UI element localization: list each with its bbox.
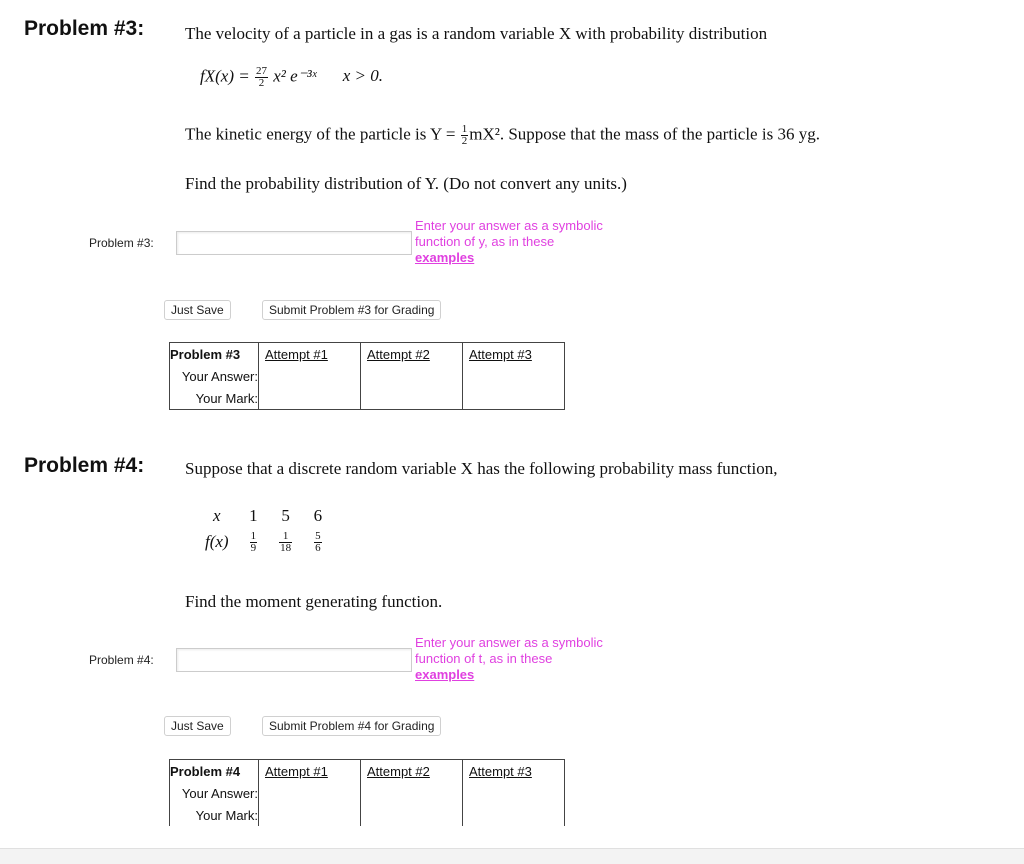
problem-4-hint [415, 635, 603, 683]
submit-problem-4-button[interactable]: Submit Problem #4 for Grading [262, 716, 441, 736]
formula-frac-den: 2 [258, 77, 265, 89]
hint-line-1: Enter your answer as a symbolic [415, 635, 603, 650]
problem-4-answer-label: Problem #4: [89, 653, 154, 667]
formula-fraction [255, 66, 268, 89]
problem-3-statement [185, 24, 767, 44]
your-answer-label: Your Answer: [170, 365, 259, 387]
pmf-x-value: 6 [313, 506, 323, 525]
pmf-table [195, 503, 333, 555]
formula-body: x² e⁻³ˣ [273, 66, 317, 86]
hint-line-2: function of y, as in these [415, 234, 555, 249]
table-header: Problem #4 [170, 760, 259, 783]
problem-3-formula [200, 66, 383, 89]
pmf-x-label: x [213, 506, 221, 525]
kinetic-frac-den: 2 [461, 135, 468, 147]
attempt-1-link[interactable]: Attempt #1 [265, 346, 328, 362]
pmf-den: 18 [280, 541, 292, 554]
just-save-button[interactable]: Just Save [164, 300, 231, 320]
problem-4-attempts-table [169, 759, 565, 826]
hint-line-2: function of t, as in these [415, 651, 553, 666]
window-bottom-bar [0, 848, 1024, 864]
examples-link[interactable]: examples [415, 250, 475, 265]
pmf-den: 9 [250, 541, 257, 554]
pmf-x-value: 1 [249, 506, 258, 525]
problem-3-title: Problem #3: [24, 17, 145, 40]
attempt-3-link[interactable]: Attempt #3 [469, 346, 532, 362]
kinetic-post: mX². Suppose that the mass of the particle is 36 yg. [469, 124, 820, 144]
problem-4-statement: Suppose that a discrete random variable X has the following probability mass function, [185, 459, 778, 478]
just-save-button[interactable]: Just Save [164, 716, 231, 736]
attempt-2-link[interactable]: Attempt #2 [367, 346, 430, 362]
pmf-f-value [314, 531, 322, 554]
pmf-den: 6 [315, 541, 321, 554]
examples-link[interactable]: examples [415, 667, 475, 682]
pmf-f-label: f(x) [205, 532, 229, 551]
problem-3-answer-input[interactable] [176, 231, 412, 255]
problem-3-statement-text: The velocity of a particle in a gas is a random variable X with probability distribution [185, 24, 768, 43]
problem-3-answer-label: Problem #3: [89, 236, 154, 250]
formula-condition: x > 0. [342, 66, 384, 86]
problem-4-answer-input[interactable] [176, 648, 412, 672]
submit-problem-3-button[interactable]: Submit Problem #3 for Grading [262, 300, 441, 320]
attempt-2-link[interactable]: Attempt #2 [367, 763, 430, 779]
pmf-f-value [279, 531, 292, 554]
attempt-3-link[interactable]: Attempt #3 [469, 763, 532, 779]
pmf-x-value: 5 [281, 506, 290, 525]
problem-3-find: Find the probability distribution of Y. (Do not convert any units.) [185, 174, 627, 193]
table-header: Problem #3 [170, 343, 259, 366]
pmf-num: 5 [315, 529, 321, 542]
kinetic-frac-num: 1 [461, 123, 468, 135]
pmf-f-value [250, 531, 258, 554]
formula-lhs: fX(x) = [200, 66, 250, 86]
formula-frac-num: 27 [255, 65, 267, 77]
your-answer-label: Your Answer: [170, 782, 259, 804]
problem-4-title: Problem #4: [24, 454, 145, 477]
pmf-num: 1 [279, 531, 292, 543]
problem-3-attempts-table [169, 342, 565, 410]
your-mark-label: Your Mark: [170, 387, 259, 410]
kinetic-pre: The kinetic energy of the particle is Y = [185, 124, 456, 144]
hint-line-1: Enter your answer as a symbolic [415, 218, 603, 233]
problem-3-kinetic [185, 124, 820, 147]
pmf-num: 1 [250, 529, 257, 542]
problem-3-hint [415, 218, 603, 266]
problem-4-find: Find the moment generating function. [185, 592, 443, 611]
kinetic-fraction [461, 124, 469, 147]
your-mark-label: Your Mark: [170, 804, 259, 826]
attempt-1-link[interactable]: Attempt #1 [265, 763, 328, 779]
